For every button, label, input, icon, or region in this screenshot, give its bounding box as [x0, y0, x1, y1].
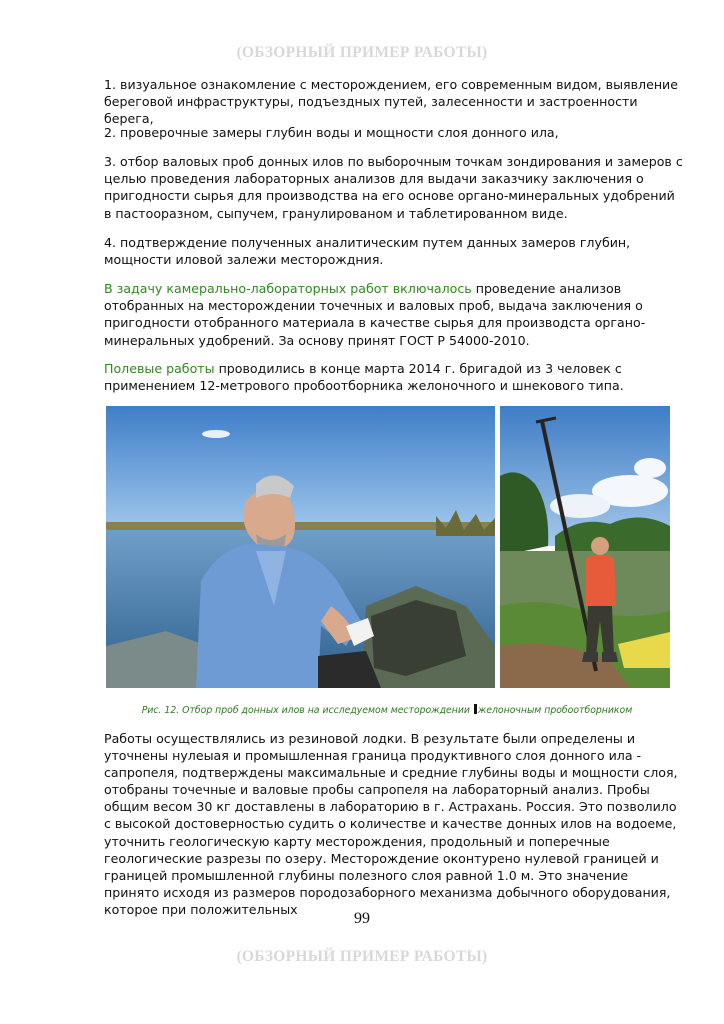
photo-boat-sampling-image [106, 406, 495, 688]
lab-work-text: проведение анализов отобранных на месторождении точечных и валовых проб, выдача заключения о пригодности отобранного материала в качестве сырья для производста органо-минеральных удобрений. За основу принят ГОСТ Р 54000-2010. [104, 281, 646, 348]
photo-boat-sampling [106, 406, 495, 688]
field-work-highlight: Полевые работы [104, 361, 215, 376]
watermark-top: (ОБЗОРНЫЙ ПРИМЕР РАБОТЫ) [236, 44, 488, 61]
list-item-2: 2. проверочные замеры глубин воды и мощности слоя донного ила, [104, 125, 559, 140]
page-number: 99 [354, 910, 370, 927]
list-item-3: 3. отбор валовых проб донных илов по выборочным точкам зондирования и замеров с целью проведения лабораторных анализов для выдачи заказчику заключения о пригодности сырья для производства на его основе органо-минеральных удобрений в пастооразном, сыпучем, гранулированом и таблетированном виде. [104, 154, 683, 221]
photo-sampler-pole-image [500, 406, 670, 688]
figure-caption [104, 704, 670, 716]
field-work-text: проводились в конце марта 2014 г. бригадой из 3 человек с применением 12-метрового пробоотборника желоночного и шнекового типа. [104, 361, 624, 394]
lab-work-highlight: В задачу камерально-лабораторных работ включалось [104, 281, 472, 296]
results-paragraph: Работы осуществлялись из резиновой лодки. В результате были определены и уточнены нулеыая и промышленная граница продуктивного слоя донного ила - сапропеля, подтверждены максимальные и средние глубины воды и мощности слоя, отобраны точечные и валовые пробы сапропеля на лабораторный анализ. Пробы общим весом 30 кг доставлены в лабораторию в г. Астрахань. Россия. Это позволило с высокой достоверностью судить о количестве и качестве донных илов на водоеме, уточнить геологическую карту месторождения, продольный и поперечные геологические разрезы по озеру. Месторождение оконтурено нулевой границей и границей промышленной глубины полезного слоя равной 1.0 м. Это значение принято исходя из размеров породозаборного механизма добычного оборудования, которое при положительных [104, 731, 678, 917]
field-work-paragraph [104, 360, 684, 394]
list-item-1: 1. визуальное ознакомление с месторождением, его современным видом, выявление береговой инфраструктуры, подъездных путей, залесенности и застроенности берега, [104, 77, 678, 127]
list-item-4: 4. подтверждение полученных аналитическим путем данных замеров глубин, мощности иловой залежи месторождния. [104, 235, 631, 268]
lab-work-paragraph [104, 280, 684, 349]
figure-caption-start: Рис. 12. Отбор проб донных илов на исследуемом месторождении [141, 705, 473, 716]
figure-caption-end: желоночным пробоотборником [477, 705, 633, 716]
watermark-bottom: (ОБЗОРНЫЙ ПРИМЕР РАБОТЫ) [236, 948, 488, 965]
text-cursor-mark [474, 704, 477, 714]
photo-sampler-pole [500, 406, 670, 688]
